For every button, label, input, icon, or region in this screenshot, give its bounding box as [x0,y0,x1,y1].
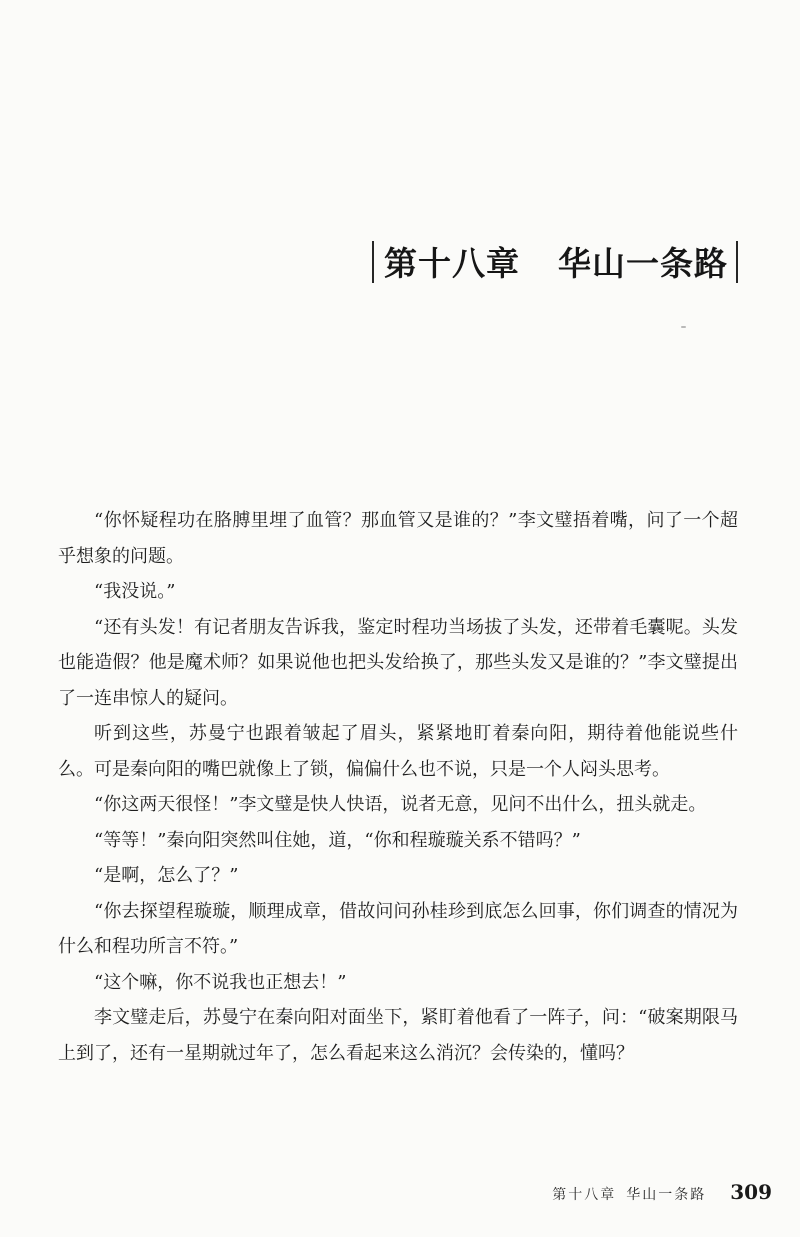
heading-right-bar [736,241,738,283]
chapter-heading [372,238,738,285]
body-text [58,503,738,1071]
paragraph: “你这两天很怪！”李文璧是快人快语，说者无意，见问不出什么，扭头就走。 [94,794,707,815]
paragraph: “还有头发！有记者朋友告诉我，鉴定时程功当场拔了头发，还带着毛囊呢。头发也能造假？他是魔术师？如果说他也把头发给换了，那些头发又是谁的？”李文璧提出了一连串惊人的疑问。 [58,616,738,709]
paragraph: “你怀疑程功在胳膊里埋了血管？那血管又是谁的？”李文璧捂着嘴，问了一个超乎想象的问题。 [58,510,738,567]
page-number: 309 [730,1180,772,1204]
chapter-title: 华山一条路 [558,244,728,283]
paragraph: 听到这些，苏曼宁也跟着皱起了眉头，紧紧地盯着秦向阳，期待着他能说些什么。可是秦向阳的嘴巴就像上了锁，偏偏什么也不说，只是一个人闷头思考。 [58,723,738,780]
paragraph: “你去探望程璇璇，顺理成章，借故问问孙桂珍到底怎么回事，你们调查的情况为什么和程功所言不符。” [58,900,738,957]
chapter-number: 第十八章 [384,244,520,283]
running-footer [552,1180,772,1204]
footer-chapter-title: 华山一条路 [626,1187,707,1203]
paragraph: “这个嘛，你不说我也正想去！” [94,971,347,993]
heading-left-bar [372,241,374,283]
paragraph: “是啊，怎么了？” [94,865,239,886]
print-speck [681,326,686,328]
paragraph: “等等！”秦向阳突然叫住她，道，“你和程璇璇关系不错吗？” [94,829,581,851]
paragraph: 李文璧走后，苏曼宁在秦向阳对面坐下，紧盯着他看了一阵子，问：“破案期限马上到了，还有一星期就过年了，怎么看起来这么消沉？会传染的，懂吗？ [58,1007,738,1064]
footer-chapter-number: 第十八章 [552,1187,617,1203]
paragraph: “我没说。” [94,581,176,602]
